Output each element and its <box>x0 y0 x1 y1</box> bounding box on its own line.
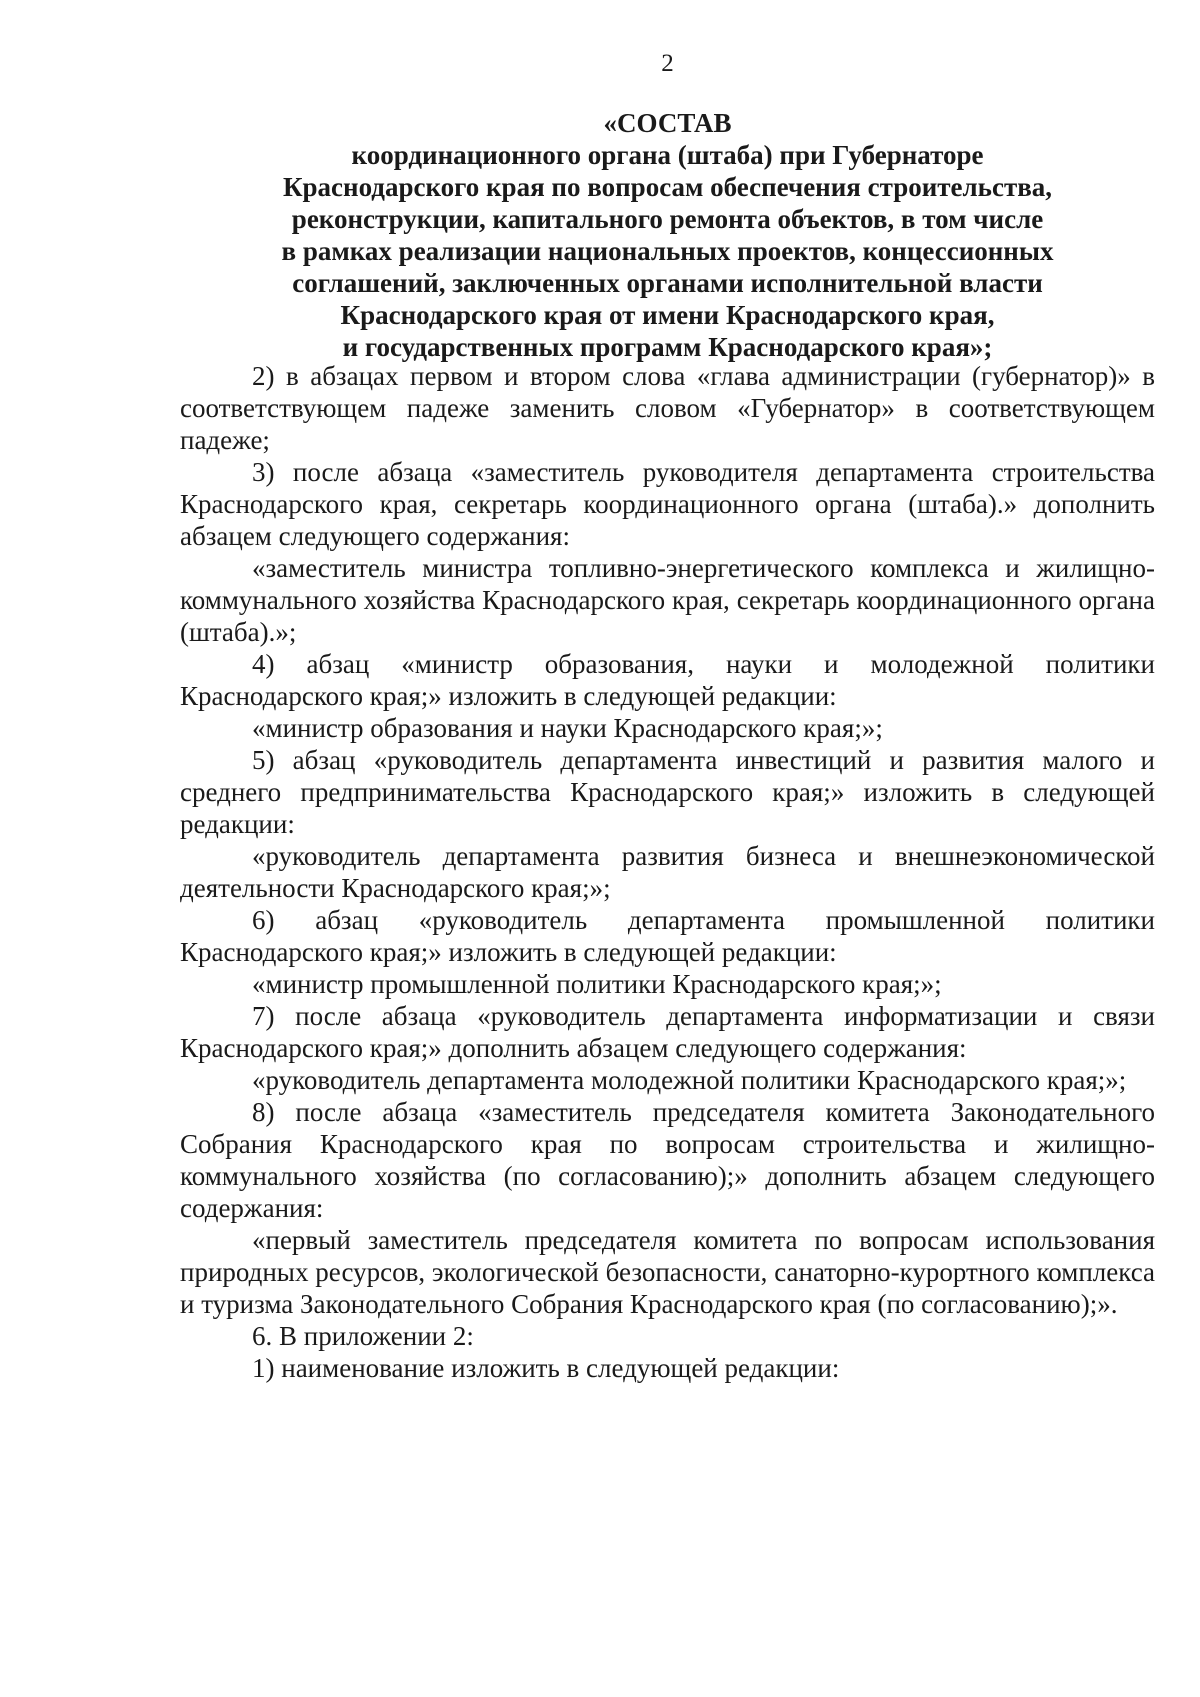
section-6-heading: 6. В приложении 2: <box>252 1321 474 1351</box>
document-body <box>180 360 1155 1384</box>
paragraph-item-3: 3) после абзаца «заместитель руководителя департамента строительства Краснодарского края, секретарь координационного органа (штаба).» дополнить абзацем следующего содержания: <box>180 457 1155 551</box>
quoted-paragraph: «министр образования и науки Краснодарского края;»; <box>252 713 883 743</box>
heading-line: координационного органа (штаба) при Губернаторе <box>351 140 984 170</box>
paragraph-item-1: 1) наименование изложить в следующей редакции: <box>252 1353 840 1383</box>
heading-line: реконструкции, капитального ремонта объектов, в том числе <box>291 204 1044 234</box>
quoted-paragraph: «первый заместитель председателя комитета по вопросам использования природных ресурсов, экологической безопасности, санаторно-курортного комплекса и туризма Законодательного Собрания Краснодарского края (по согласованию);». <box>180 1225 1155 1319</box>
heading-title: «СОСТАВ <box>603 108 732 138</box>
heading-line: Краснодарского края по вопросам обеспечения строительства, <box>282 172 1053 202</box>
quoted-paragraph: «руководитель департамента развития бизнеса и внешнеэкономической деятельности Краснодарского края;»; <box>180 841 1155 903</box>
heading-line: Краснодарского края от имени Краснодарского края, <box>340 300 995 330</box>
paragraph-item-7: 7) после абзаца «руководитель департамента информатизации и связи Краснодарского края;» дополнить абзацем следующего содержания: <box>180 1001 1155 1063</box>
heading-line: в рамках реализации национальных проектов, концессионных <box>281 236 1054 266</box>
page-number: 2 <box>661 50 674 77</box>
quoted-paragraph: «министр промышленной политики Краснодарского края;»; <box>252 969 942 999</box>
quoted-paragraph: «руководитель департамента молодежной политики Краснодарского края;»; <box>252 1065 1127 1095</box>
paragraph-item-2: 2) в абзацах первом и втором слова «глава администрации (губернатор)» в соответствующем падеже заменить словом «Губернатор» в соответствующем падеже; <box>180 361 1155 455</box>
paragraph-item-5: 5) абзац «руководитель департамента инвестиций и развития малого и среднего предпринимательства Краснодарского края;» изложить в следующей редакции: <box>180 745 1155 839</box>
heading-line: соглашений, заключенных органами исполнительной власти <box>292 268 1043 298</box>
paragraph-item-8: 8) после абзаца «заместитель председателя комитета Законодательного Собрания Краснодарского края по вопросам строительства и жилищно-коммунального хозяйства (по согласованию);» дополнить абзацем следующего содержания: <box>180 1097 1155 1223</box>
document-heading <box>230 107 1105 363</box>
quoted-paragraph: «заместитель министра топливно-энергетического комплекса и жилищно-коммунального хозяйства Краснодарского края, секретарь координационного органа (штаба).»; <box>180 553 1155 647</box>
paragraph-item-6: 6) абзац «руководитель департамента промышленной политики Краснодарского края;» изложить в следующей редакции: <box>180 905 1155 967</box>
heading-line: и государственных программ Краснодарского края»; <box>342 332 993 362</box>
paragraph-item-4: 4) абзац «министр образования, науки и молодежной политики Краснодарского края;» изложить в следующей редакции: <box>180 649 1155 711</box>
